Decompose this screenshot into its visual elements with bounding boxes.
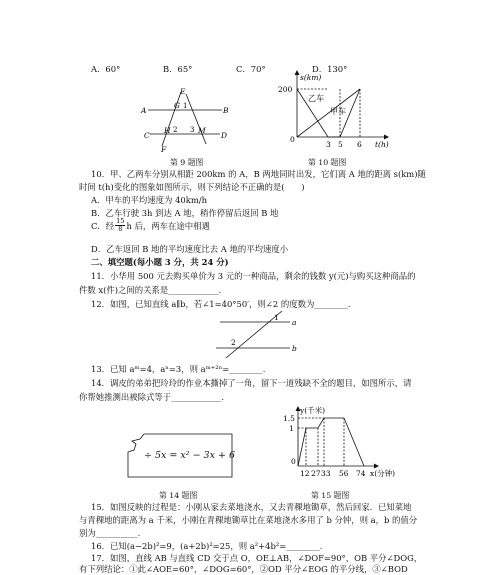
fig9-label-g: G [174,101,180,110]
fig14-expression: ÷ 5x = x² − 3x + 6 [144,450,235,461]
fig10-xtick-3: 3 [326,140,331,149]
fig9-label-h: H [164,126,171,135]
q10-option-c-fraction [115,218,125,233]
q9-option-a: A．60° [91,64,121,74]
fig10-xtick-6: 6 [357,140,362,149]
fig9-label-3: 3 [190,126,195,134]
fig9-label-e: E [180,87,186,96]
figure-12 [212,308,312,360]
fig15-ytick-1-5: 1.5 [283,414,295,423]
fig15-xtick-74: 74 [356,469,366,478]
fig15-ylabel: y(千米) [300,406,326,415]
q10-stem-1: 10．甲、乙两车分别从相距 200km 的 A，B 两地同时出发，它们离 A 地的距离 s(km)随 [91,169,426,179]
fig10-xtick-5: 5 [338,140,343,149]
q10-fraction-den: 8 [118,225,123,233]
q9-option-c: C．70° [236,64,266,74]
fig15-xtick-12: 12 [300,469,310,478]
q11-line-1: 11．小华用 500 元去购买单价为 3 元的一种商品，剩余的钱数 y(元)与购买这种商品的 [91,271,416,281]
fig9-label-m: M [198,126,206,135]
q10-option-a: A．甲车的平均速度为 40km/h [91,195,207,205]
q14-line-1: 14．调皮的弟弟把玲玲的作业本撕掉了一角，留下一道残缺不全的题目，如图所示，请 [91,378,412,388]
fig15-caption: 第 15 题图 [311,491,350,500]
q17-line-2: 有下列结论：①此∠AOE=60°，∠DOG=60°，②OD 平分∠EOG 的平分线，③∠BOD [79,564,408,574]
q9-option-b: B．65° [163,64,193,74]
q13-text: 13．已知 aᵐ=4，aⁿ=3，则 aᵐ⁺²ⁿ=________. [91,364,266,374]
fig10-car-yi: 乙车 [308,94,324,103]
q10-fraction-num: 15 [116,217,125,225]
fig10-xlabel: t(h) [375,140,389,149]
fig9-label-a: A [141,106,147,115]
fig15-xlabel: x(分钟) [370,469,396,478]
figure-9 [140,86,230,152]
figure-10 [272,70,392,154]
fig9-label-c: C [144,131,150,140]
fig15-ytick-1: 1 [289,424,294,433]
q10-stem-2: 时间 t(h)变化的图象如图所示，则下列结论不正确的是( ) [79,182,305,192]
figure-15 [278,404,402,482]
fig10-xtick-0: 0 [290,135,295,144]
fig9-label-f: F [161,145,167,152]
q10-option-c-post: h 后，两车在途中相遇 [126,220,210,231]
fig12-line-b: b [292,344,297,353]
q11-line-2: 件数 x(件)之间的关系是____________. [79,285,222,295]
q17-line-1: 17．如图，直线 AB 与直线 CD 交于点 O，OE⊥AB，∠DOF=90°，OB 平分∠DOG， [91,553,423,563]
fig9-label-d: D [221,131,228,140]
q9-option-d: D．130° [312,64,348,74]
fig10-car-jia: 甲车 [330,107,346,116]
fig9-label-b: B [223,106,229,115]
q10-option-b: B．乙车行驶 3h 到达 A 地，稍作停留后返回 B 地 [91,208,279,218]
fig14-caption: 第 14 题图 [159,491,198,500]
fig12-angle-2: 2 [231,338,236,347]
q10-option-c-pre: C．经 [91,220,115,231]
fig10-ytick-200: 200 [278,85,293,94]
fig10-ylabel: s(km) [300,73,322,82]
q16-text: 16．已知(a−2b)²=9，(a+2b)²=25，则 a²+4b²=________. [91,541,323,551]
q12-text: 12．如图，已知直线 a∥b，若∠1=40°50′，则∠2 的度数为________. [91,299,351,309]
q10-option-c [91,218,210,233]
q14-line-2: 你帮她推测出被除式等于____________. [79,392,225,402]
fig9-caption: 第 9 题图 [170,158,204,167]
section-2-heading: 二、填空题(每小题 3 分，共 24 分) [91,257,229,267]
fig12-angle-1: 1 [274,313,279,322]
q15-line-3: 别为__________. [79,528,141,538]
fig12-line-a: a [292,318,297,327]
fig10-caption: 第 10 题图 [308,158,347,167]
fig15-xtick-27: 27 [311,469,321,478]
q10-option-d: D．乙车返回 B 地的平均速度比去 A 地的平均速度小 [91,244,289,254]
q15-line-1: 15．如图反映的过程是：小刚从家去菜地浇水，又去青稞地锄草，然后回家．已知菜地 [91,502,412,512]
q15-line-2: 与青稞地的距离为 a 千米，小刚在青稞地锄草比在菜地浇水多用了 b 分钟，则 a，b 的值分 [79,515,418,525]
fig15-xtick-0: 0 [291,457,296,466]
fig15-xtick-33: 33 [321,469,331,478]
fig9-label-1: 1 [183,102,188,110]
fig15-xtick-56: 56 [339,469,349,478]
fig9-label-2: 2 [173,126,178,134]
